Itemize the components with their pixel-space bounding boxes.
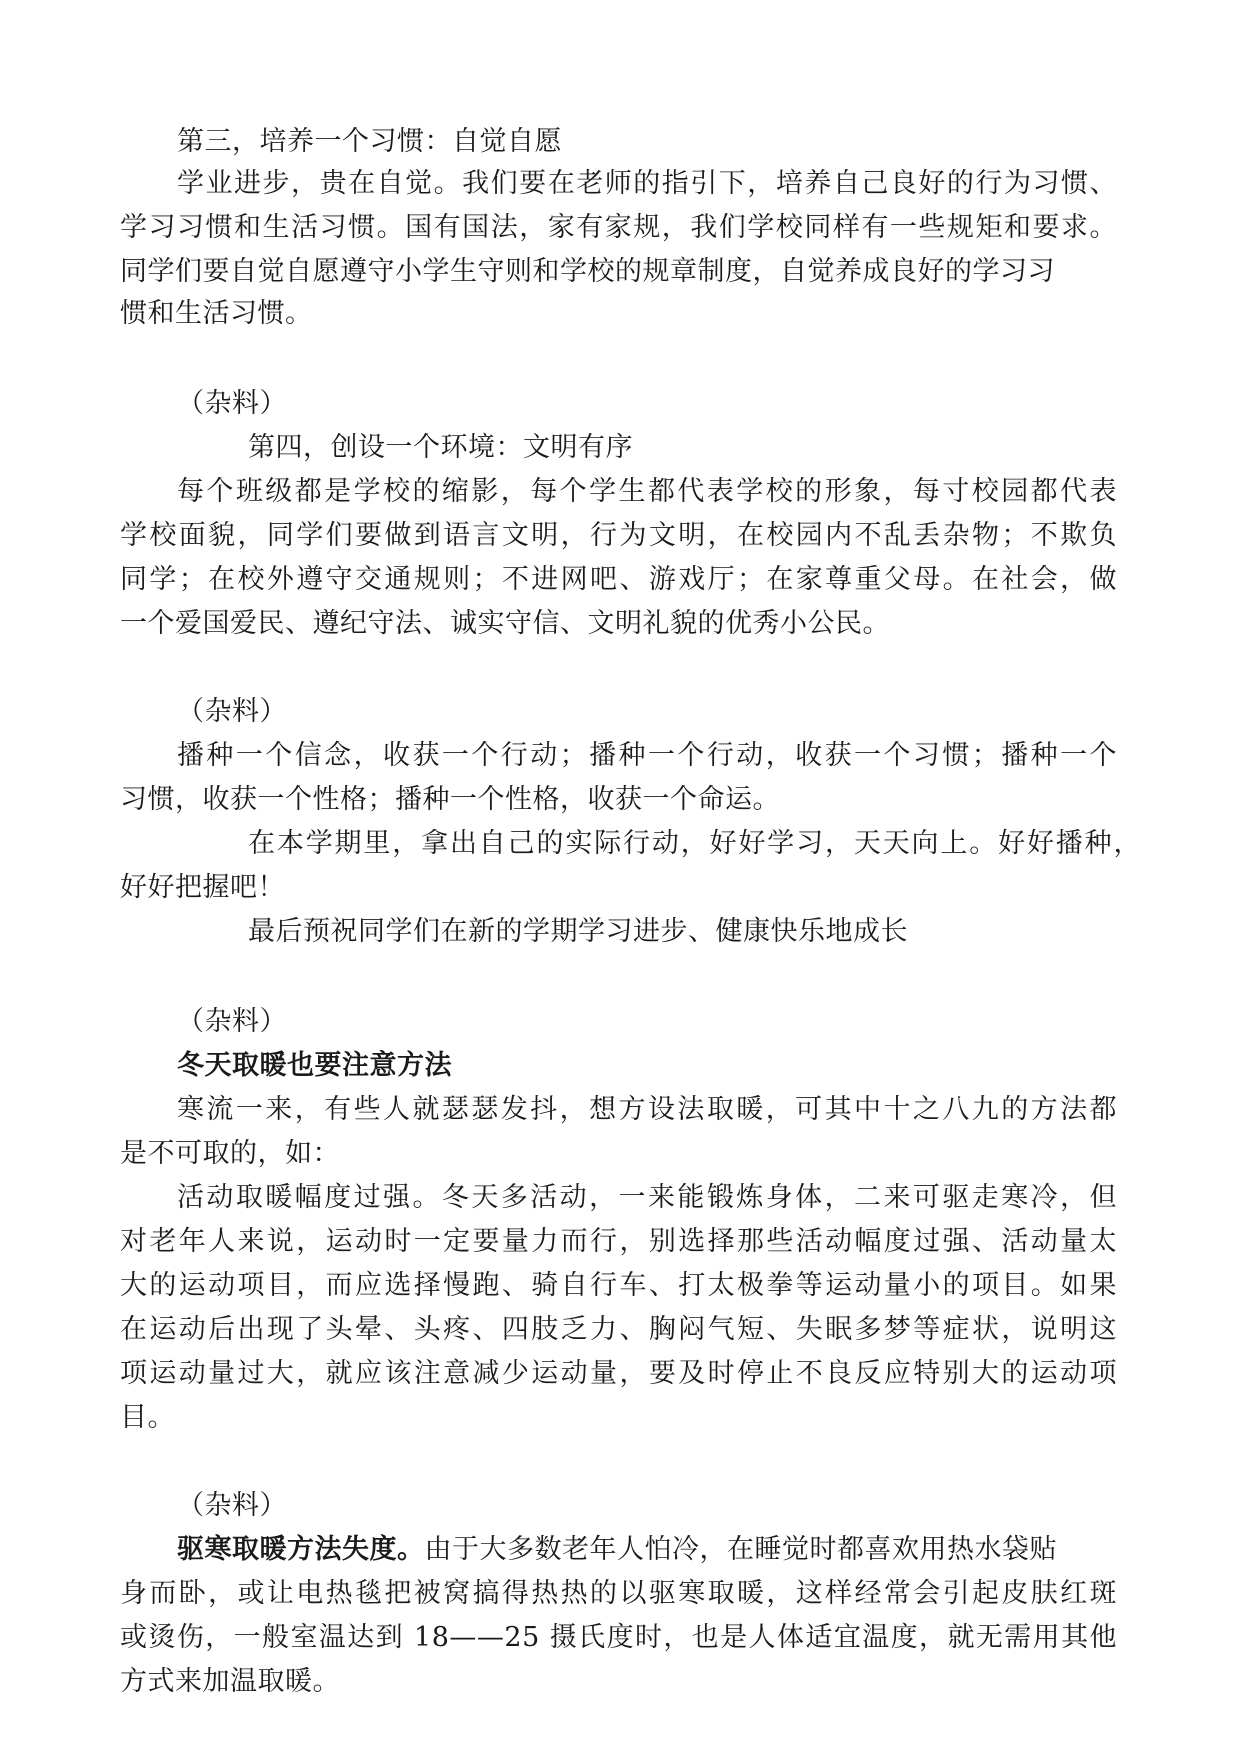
paragraph-line: 惯和生活习惯。 xyxy=(120,298,313,329)
section-tag: （杂料） xyxy=(177,696,287,727)
lead-rest-text: 由于大多数老年人怕冷，在睡觉时都喜欢用热水袋贴 xyxy=(424,1534,1057,1565)
paragraph-line: 同学们要自觉自愿遵守小学生守则和学校的规章制度，自觉养成良好的学习习 xyxy=(120,256,1055,287)
paragraph-line: 学习习惯和生活习惯。国有国法，家有家规，我们学校同样有一些规矩和要求。 xyxy=(120,212,1117,243)
section-tag: （杂料） xyxy=(177,1006,287,1037)
paragraph-line: 学业进步，贵在自觉。我们要在老师的指引下，培养自己良好的行为习惯、 xyxy=(177,168,1117,199)
paragraph-line: 大的运动项目，而应选择慢跑、骑自行车、打太极拳等运动量小的项目。如果 xyxy=(120,1270,1117,1301)
paragraph-line: 或烫伤，一般室温达到 18——25 摄氏度时，也是人体适宜温度，就无需用其他 xyxy=(120,1622,1117,1653)
paragraph-line: 一个爱国爱民、遵纪守法、诚实守信、文明礼貌的优秀小公民。 xyxy=(120,608,890,639)
paragraph-line: 习惯，收获一个性格；播种一个性格，收获一个命运。 xyxy=(120,784,780,815)
paragraph-line: 学校面貌，同学们要做到语言文明，行为文明，在校园内不乱丢杂物；不欺负 xyxy=(120,520,1117,551)
paragraph-line: 同学；在校外遵守交通规则；不进网吧、游戏厅；在家尊重父母。在社会，做 xyxy=(120,564,1117,595)
paragraph-line: 活动取暖幅度过强。冬天多活动，一来能锻炼身体，二来可驱走寒冷，但 xyxy=(177,1182,1117,1213)
section-heading: 冬天取暖也要注意方法 xyxy=(177,1050,452,1081)
paragraph-line: 寒流一来，有些人就瑟瑟发抖，想方设法取暖，可其中十之八九的方法都 xyxy=(177,1094,1117,1125)
paragraph-line: 对老年人来说，运动时一定要量力而行，别选择那些活动幅度过强、活动量太 xyxy=(120,1226,1117,1257)
paragraph-line: 是不可取的，如： xyxy=(120,1138,340,1169)
paragraph-line: 好好把握吧！ xyxy=(120,872,285,903)
paragraph-line-lead xyxy=(177,1530,1117,1570)
paragraph-line: 目。 xyxy=(120,1402,175,1433)
paragraph-line: 播种一个信念，收获一个行动；播种一个行动，收获一个习惯；播种一个 xyxy=(177,740,1117,771)
paragraph-line: 身而卧，或让电热毯把被窝搞得热热的以驱寒取暖，这样经常会引起皮肤红斑 xyxy=(120,1578,1117,1609)
section-tag: （杂料） xyxy=(177,388,287,419)
paragraph-line: 每个班级都是学校的缩影，每个学生都代表学校的形象，每寸校园都代表 xyxy=(177,476,1117,507)
section-heading: 第四，创设一个环境：文明有序 xyxy=(248,432,633,463)
paragraph-line: 在本学期里，拿出自己的实际行动，好好学习，天天向上。好好播种， xyxy=(248,828,1141,859)
bold-lead-phrase: 驱寒取暖方法失度。 xyxy=(177,1534,425,1565)
paragraph-line: 最后预祝同学们在新的学期学习进步、健康快乐地成长 xyxy=(248,916,908,947)
section-heading: 第三，培养一个习惯：自觉自愿 xyxy=(177,126,562,157)
paragraph-line: 项运动量过大，就应该注意减少运动量，要及时停止不良反应特别大的运动项 xyxy=(120,1358,1117,1389)
section-tag: （杂料） xyxy=(177,1490,287,1521)
paragraph-line: 在运动后出现了头晕、头疼、四肢乏力、胸闷气短、失眠多梦等症状，说明这 xyxy=(120,1314,1117,1345)
paragraph-line: 方式来加温取暖。 xyxy=(120,1666,340,1697)
